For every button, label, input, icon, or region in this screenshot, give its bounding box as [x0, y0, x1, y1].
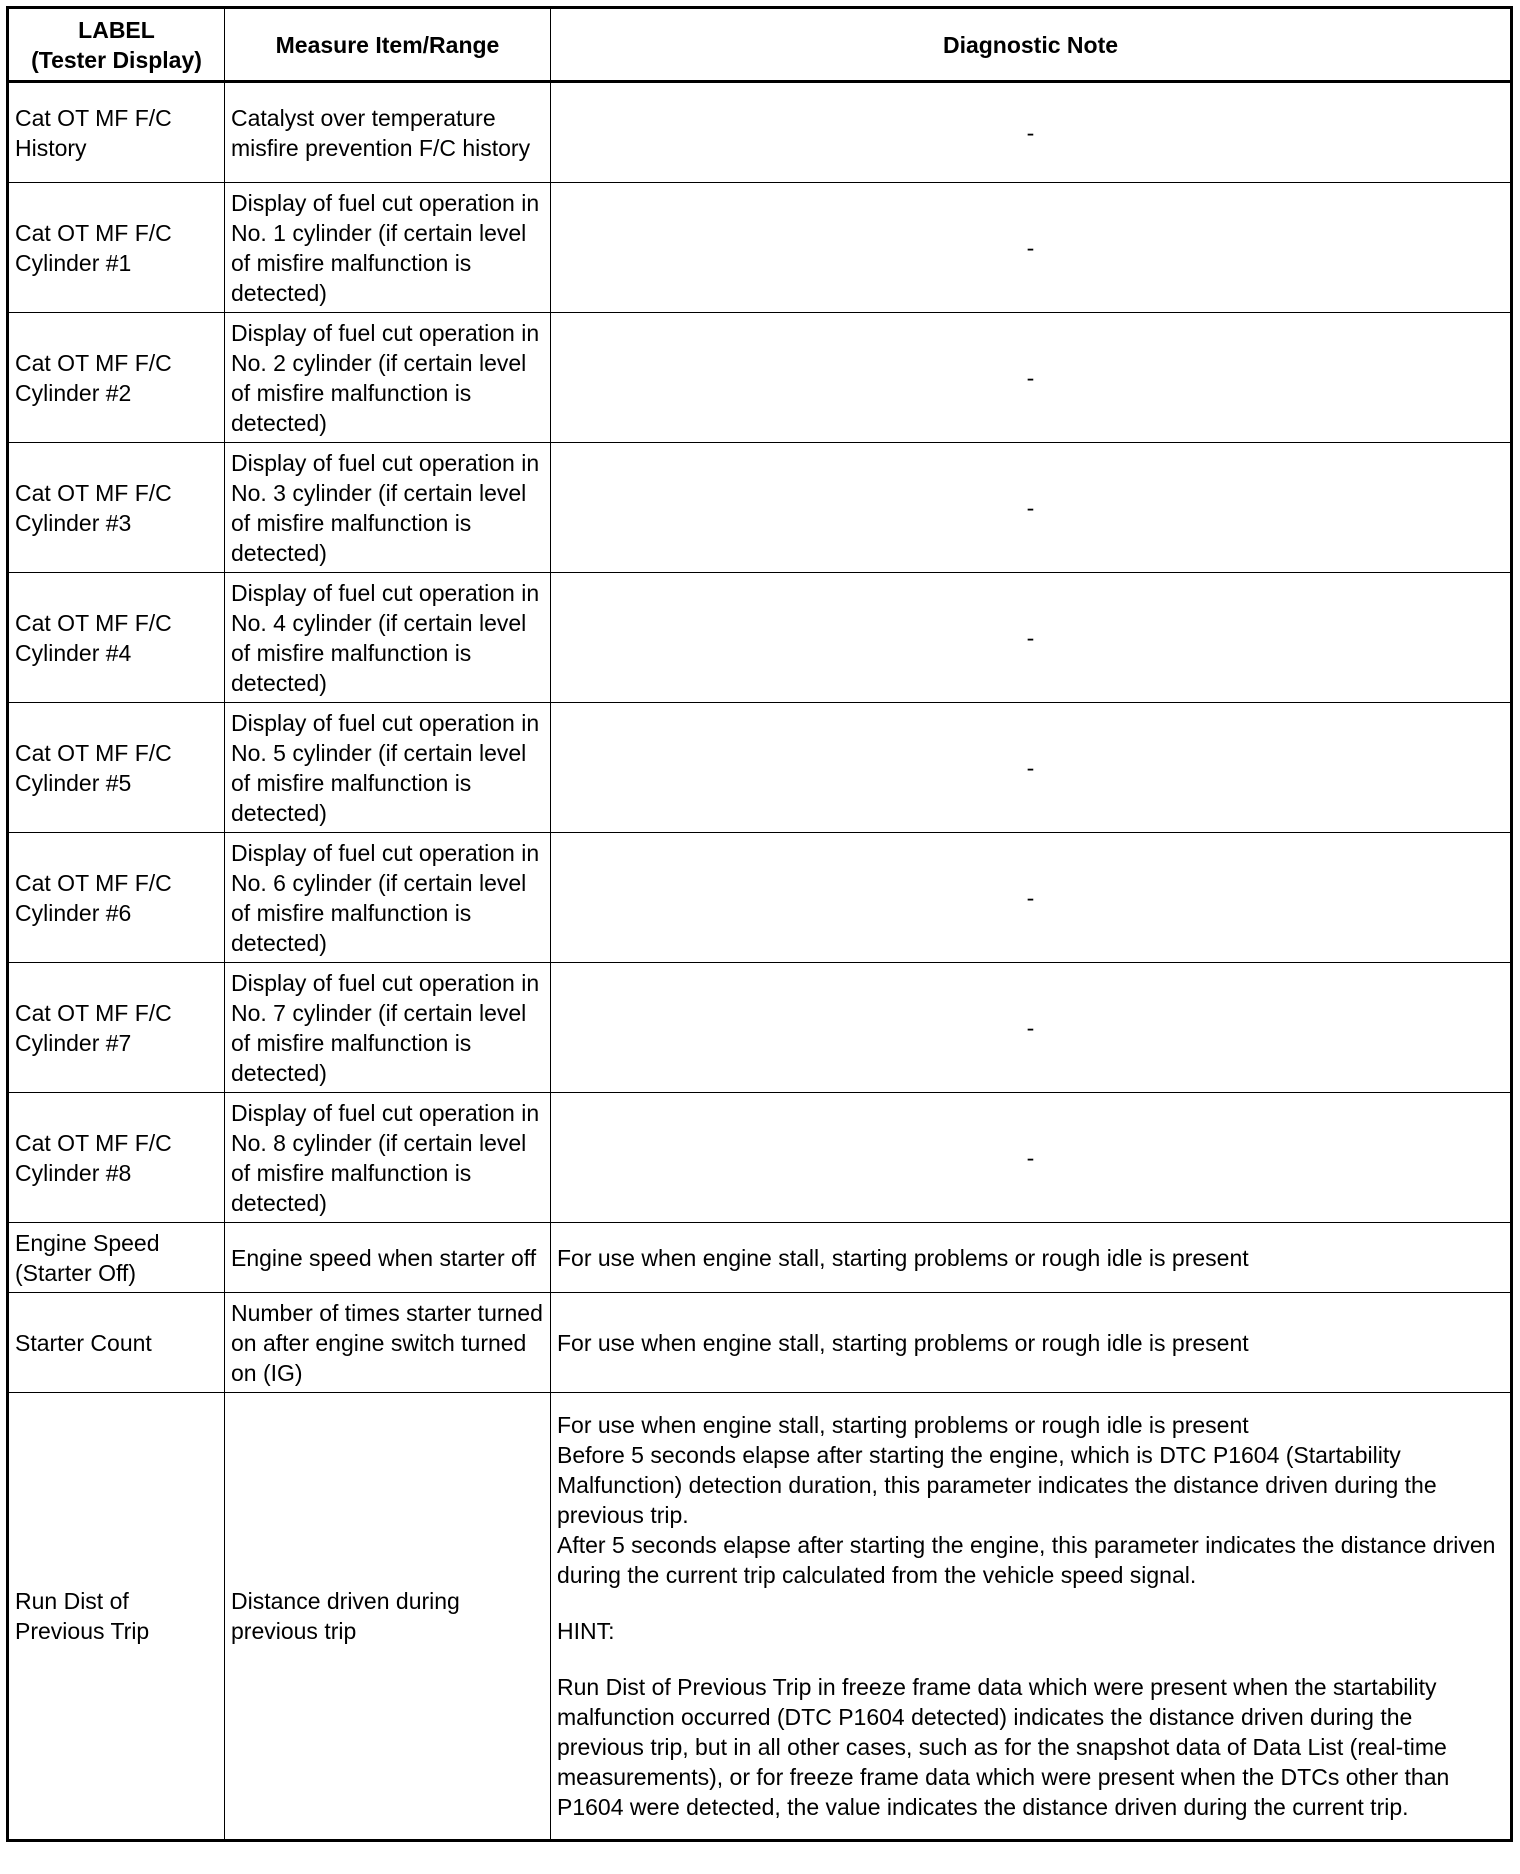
row-measure: Display of fuel cut operation in No. 3 cylinder (if certain level of misfire malfunction is detected) [225, 443, 551, 573]
row-note: - [551, 703, 1512, 833]
row-note: - [551, 833, 1512, 963]
table-row [8, 833, 1512, 963]
note-line-after: After 5 seconds elapse after starting the engine, this parameter indicates the distance driven during the current trip calculated from the vehicle speed signal. [557, 1532, 1496, 1588]
note-spacer [557, 1646, 1504, 1672]
header-label [8, 8, 225, 82]
row-label: Engine Speed (Starter Off) [8, 1223, 225, 1293]
row-note: - [551, 963, 1512, 1093]
table-row [8, 703, 1512, 833]
row-measure: Display of fuel cut operation in No. 7 cylinder (if certain level of misfire malfunction is detected) [225, 963, 551, 1093]
table-row [8, 573, 1512, 703]
note-line-usage: For use when engine stall, starting problems or rough idle is present [557, 1412, 1249, 1438]
row-measure: Display of fuel cut operation in No. 6 cylinder (if certain level of misfire malfunction is detected) [225, 833, 551, 963]
row-note: - [551, 82, 1512, 183]
row-label: Cat OT MF F/C Cylinder #4 [8, 573, 225, 703]
row-measure: Display of fuel cut operation in No. 2 cylinder (if certain level of misfire malfunction is detected) [225, 313, 551, 443]
header-label-line1: LABEL [78, 16, 155, 43]
row-note: For use when engine stall, starting problems or rough idle is present [551, 1293, 1512, 1393]
row-label: Cat OT MF F/C History [8, 82, 225, 183]
row-note: - [551, 313, 1512, 443]
row-label: Cat OT MF F/C Cylinder #7 [8, 963, 225, 1093]
hint-label: HINT: [557, 1618, 615, 1644]
row-measure: Number of times starter turned on after engine switch turned on (IG) [225, 1293, 551, 1393]
row-measure: Catalyst over temperature misfire prevention F/C history [225, 82, 551, 183]
row-label: Cat OT MF F/C Cylinder #5 [8, 703, 225, 833]
row-note-long [551, 1393, 1512, 1841]
header-note: Diagnostic Note [551, 8, 1512, 82]
row-note: - [551, 573, 1512, 703]
row-measure: Distance driven during previous trip [225, 1393, 551, 1841]
row-label: Starter Count [8, 1293, 225, 1393]
row-label: Cat OT MF F/C Cylinder #2 [8, 313, 225, 443]
table-row [8, 443, 1512, 573]
table-row [8, 183, 1512, 313]
table-row [8, 1293, 1512, 1393]
row-measure: Display of fuel cut operation in No. 1 cylinder (if certain level of misfire malfunction is detected) [225, 183, 551, 313]
table-row [8, 1223, 1512, 1293]
row-label: Cat OT MF F/C Cylinder #1 [8, 183, 225, 313]
row-measure: Display of fuel cut operation in No. 5 cylinder (if certain level of misfire malfunction is detected) [225, 703, 551, 833]
table-row [8, 963, 1512, 1093]
row-measure: Display of fuel cut operation in No. 4 cylinder (if certain level of misfire malfunction is detected) [225, 573, 551, 703]
table-row [8, 1393, 1512, 1841]
header-measure: Measure Item/Range [225, 8, 551, 82]
row-label: Cat OT MF F/C Cylinder #3 [8, 443, 225, 573]
hint-text: Run Dist of Previous Trip in freeze frame data which were present when the startability malfunction occurred (DTC P1604 detected) indicates the distance driven during the previous trip, but in all other cases, such as for the snapshot data of Data List (real-time measurements), or for freeze frame data which were present when the DTCs other than P1604 were detected, the value indicates the distance driven during the current trip. [557, 1674, 1450, 1820]
row-label: Cat OT MF F/C Cylinder #8 [8, 1093, 225, 1223]
row-measure: Engine speed when starter off [225, 1223, 551, 1293]
row-note: For use when engine stall, starting problems or rough idle is present [551, 1223, 1512, 1293]
row-note: - [551, 443, 1512, 573]
header-label-line2: (Tester Display) [31, 46, 202, 73]
row-label: Cat OT MF F/C Cylinder #6 [8, 833, 225, 963]
row-measure: Display of fuel cut operation in No. 8 cylinder (if certain level of misfire malfunction is detected) [225, 1093, 551, 1223]
row-note: - [551, 183, 1512, 313]
note-line-before: Before 5 seconds elapse after starting the engine, which is DTC P1604 (Startability Malfunction) detection duration, this parameter indicates the distance driven during the previous trip. [557, 1442, 1437, 1528]
note-spacer [557, 1590, 1504, 1616]
table-header-row [8, 8, 1512, 82]
row-note: - [551, 1093, 1512, 1223]
table-row [8, 313, 1512, 443]
diagnostic-data-table [6, 6, 1513, 1842]
row-label: Run Dist of Previous Trip [8, 1393, 225, 1841]
table-row [8, 82, 1512, 183]
table-row [8, 1093, 1512, 1223]
